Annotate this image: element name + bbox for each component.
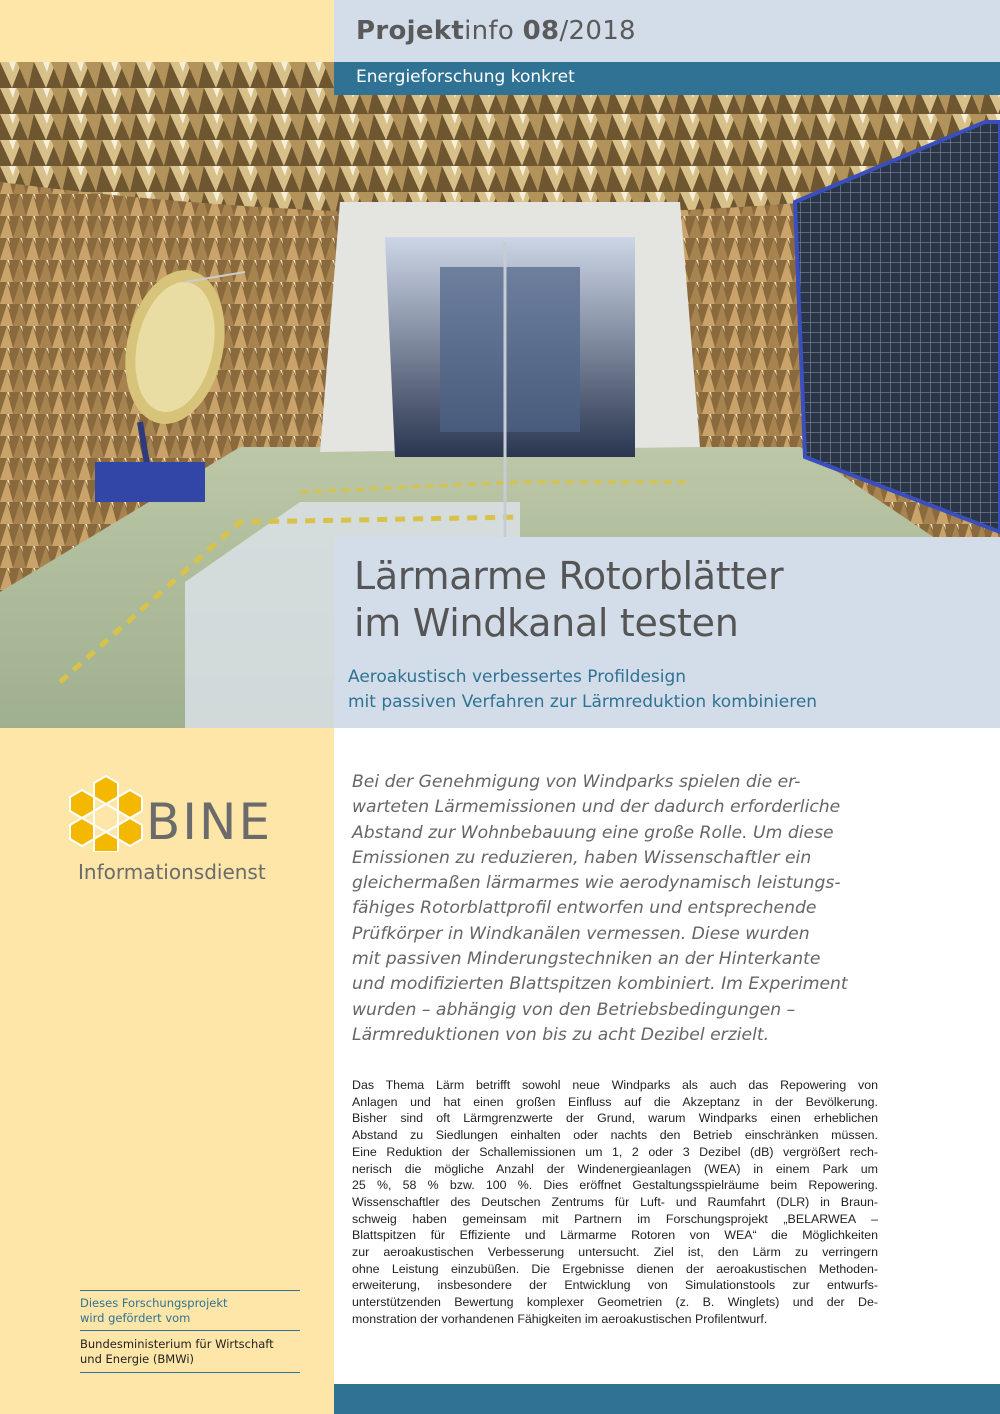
- body-line: Das Thema Lärm betrifft sowohl neue Windparks als auch das Repowering von: [352, 1078, 878, 1092]
- category-band: [334, 62, 1000, 95]
- header-left-panel: [0, 0, 334, 62]
- body-line: Anlagen und hat einen großen Einfluss auf die Akzeptanz in der Bevölkerung.: [352, 1094, 878, 1109]
- funding-rule-bottom: [80, 1372, 300, 1373]
- body-line: unterstützenden Bewertung komplexer Geometrien (z. B. Winglets) und der De-: [352, 1295, 878, 1310]
- body-line: Blattspitzen für Effiziente und Lärmarme Rotoren von WEA“ die Möglichkeiten: [352, 1228, 878, 1243]
- brand-name: BINE: [146, 793, 273, 851]
- bine-logo-icon: [66, 772, 146, 852]
- body-line: monstration der vorhandenen Fähigkeiten im aeroakustischen Profilentwurf.: [352, 1311, 768, 1326]
- series-title: Projektinfo 08/2018: [356, 16, 636, 46]
- body-line: Eine Reduktion der Schallemissionen um 1, 2 oder 3 Dezibel (dB) vergrößert rech-: [352, 1144, 878, 1159]
- body-line: Abstand zu Siedlungen einhalten oder nachts den Betrieb einschränken müssen.: [352, 1128, 878, 1143]
- lead-paragraph: [352, 770, 852, 1048]
- category-label: Energieforschung konkret: [356, 67, 575, 87]
- lead-line: Lärmreduktionen von bis zu acht Dezibel erzielt.: [352, 1024, 770, 1045]
- brand-tagline: Informationsdienst: [78, 860, 266, 884]
- body-paragraph: [352, 1077, 878, 1328]
- title-box: [334, 537, 1000, 728]
- lead-line: warteten Lärmemissionen und der dadurch erforderliche: [352, 797, 841, 818]
- footer-band: [334, 1384, 1000, 1414]
- body-line: Wissenschaftler des Deutschen Zentrums für Luft- und Raumfahrt (DLR) in Braun-: [352, 1194, 878, 1209]
- body-line: nerisch die mögliche Anzahl der Windenergieanlagen (WEA) in einem Park um: [352, 1161, 878, 1176]
- body-line: 25 %, 58 % bzw. 100 %. Dies eröffnet Gestaltungsspielräume beim Repowering.: [352, 1178, 878, 1193]
- lead-line: Bei der Genehmigung von Windparks spielen die er-: [352, 772, 801, 792]
- lead-line: fähiges Rotorblattprofil entworfen und entsprechende: [352, 898, 817, 919]
- lead-line: Prüfkörper in Windkanälen vermessen. Diese wurden: [352, 923, 810, 944]
- header-right-panel: [334, 0, 1000, 62]
- funding-note: [80, 1290, 300, 1373]
- body-line: schweig haben gemeinsam mit Partnern im Forschungsprojekt „BELARWEA –: [352, 1211, 878, 1226]
- subtitle: Aeroakustisch verbessertes Profildesign mit passiven Verfahren zur Lärmreduktion kombinieren: [348, 667, 818, 712]
- lead-line: mit passiven Minderungstechniken an der Hinterkante: [352, 949, 821, 970]
- lead-line: wurden – abhängig von den Betriebsbedingungen –: [352, 999, 796, 1020]
- body-line: ohne Leistung einzubüßen. Die Ergebnisse dienen der aeroakustischen Methoden-: [352, 1261, 878, 1276]
- page-title: Lärmarme Rotorblätter im Windkanal testen: [354, 554, 784, 645]
- body-line: erweiterung, insbesondere der Entwicklung von Simulationstools zur entwurfs-: [352, 1278, 878, 1293]
- funding-ministry: Bundesministerium für Wirtschaft und Energie (BMWi): [80, 1337, 274, 1366]
- body-line: Bisher sind oft Lärmgrenzwerte der Grund, warum Windparks einen erheblichen: [352, 1111, 878, 1126]
- body-line: zur aeroakustischen Verbesserung untersucht. Ziel ist, den Lärm zu verringern: [352, 1245, 878, 1260]
- lead-line: gleichermaßen lärmarmes wie aerodynamisch leistungs-: [352, 873, 841, 894]
- funding-label: Dieses Forschungsprojekt wird gefördert vom: [80, 1296, 228, 1325]
- lead-line: und modifizierten Blattspitzen kombiniert. Im Experiment: [352, 974, 848, 995]
- lead-line: Emissionen zu reduzieren, haben Wissenschaftler ein: [352, 847, 812, 868]
- lead-line: Abstand zur Wohnbebauung eine große Rolle. Um diese: [352, 822, 834, 843]
